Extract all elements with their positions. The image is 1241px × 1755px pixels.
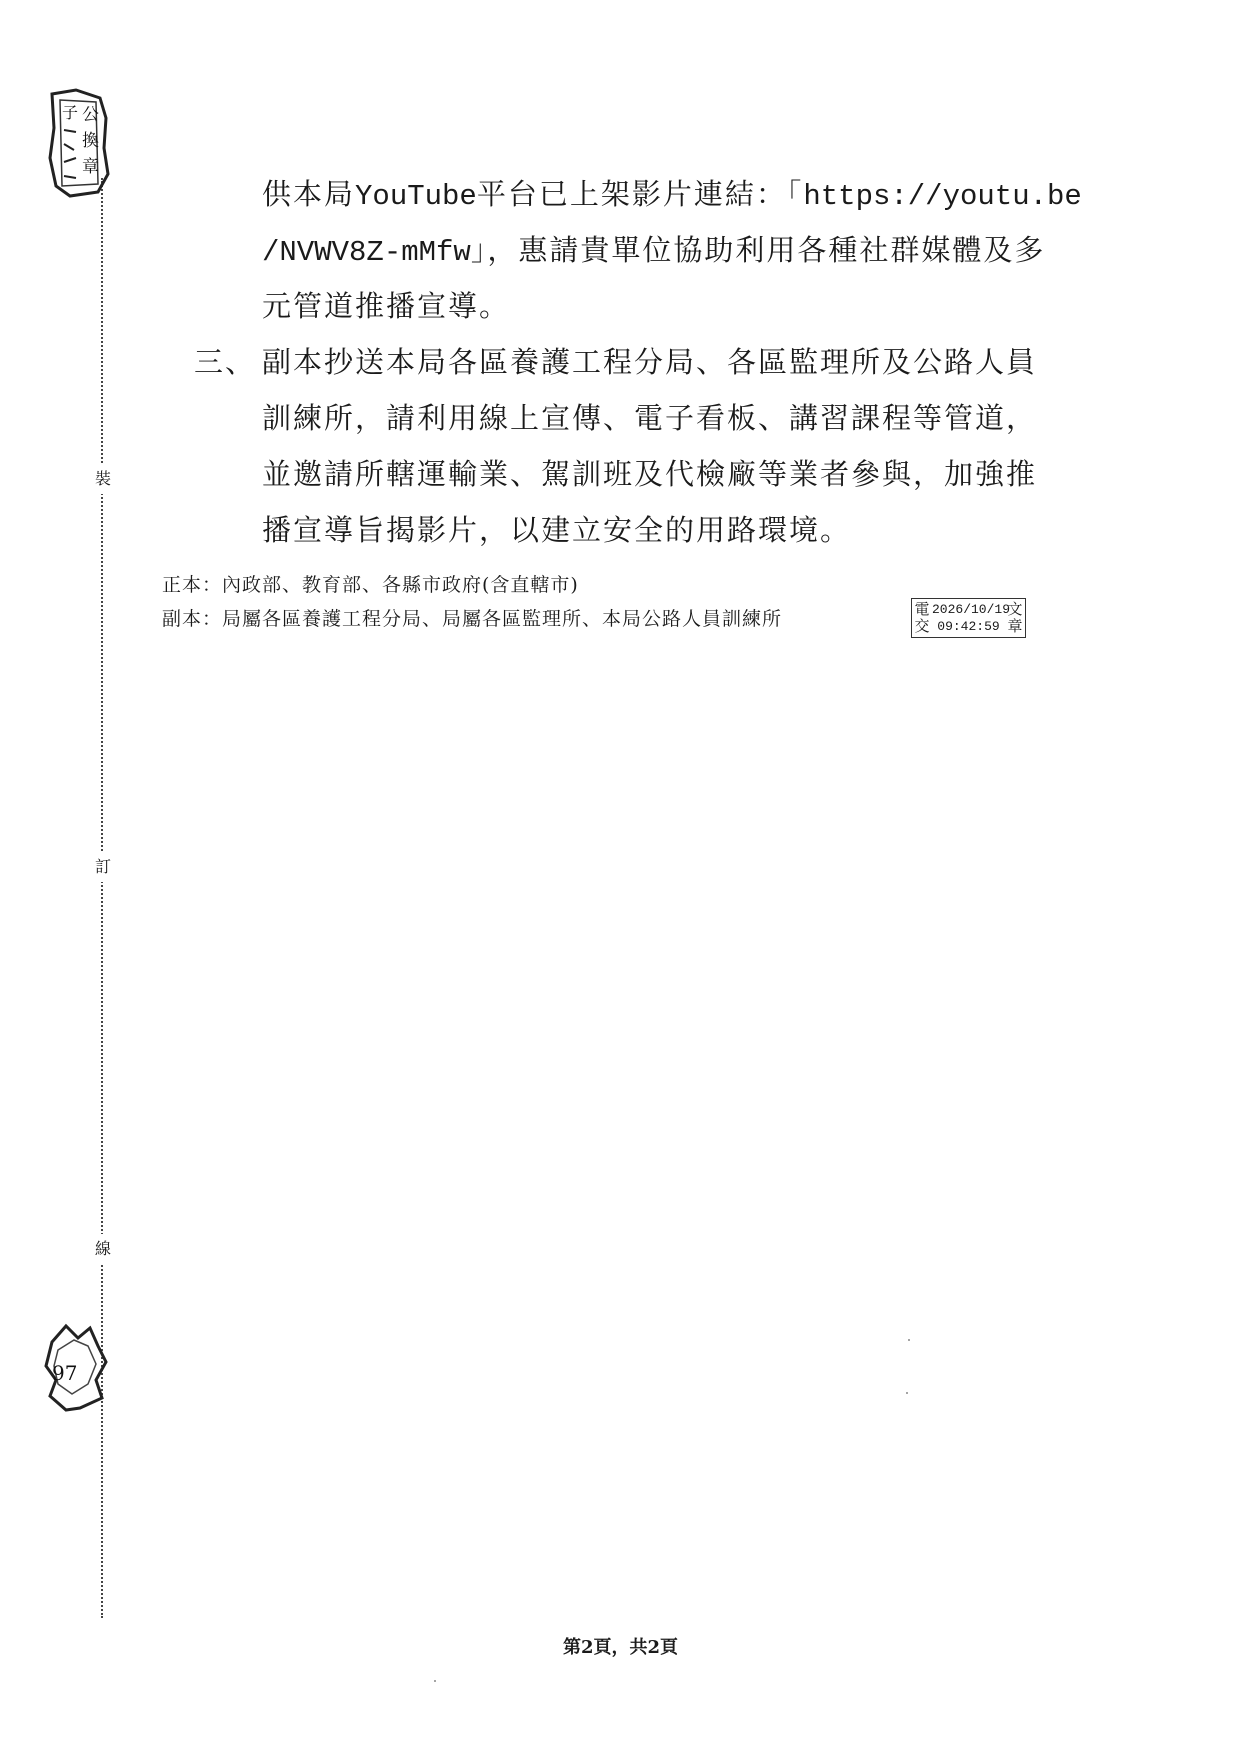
- item-3-line-1: 副本抄送本局各區養護工程分局、各區監理所及公路人員: [262, 345, 1038, 379]
- copy-recipients-line: [162, 604, 782, 631]
- seal-right-top: 文: [1007, 600, 1023, 618]
- binding-char-zhuang: 裝: [92, 464, 114, 494]
- seal-datetime: [932, 601, 1011, 635]
- item-3-marker: 三、: [194, 345, 257, 379]
- electronic-exchange-seal: [911, 598, 1026, 638]
- item-3-line-2: 訓練所，請利用線上宣傳、電子看板、講習課程等管道，: [262, 401, 1038, 435]
- scan-speck: [908, 1339, 910, 1341]
- binding-char-xian: 線: [92, 1234, 114, 1264]
- binding-char-ding: 訂: [92, 852, 114, 882]
- video-url-part-1: https://youtu.be: [803, 180, 1082, 213]
- item-3-line-4: 播宣導旨揭影片，以建立安全的用路環境。: [262, 513, 852, 547]
- seal-char-1: 公: [82, 105, 99, 125]
- video-url-part-2: /NVWV8Z-mMfw: [262, 236, 471, 269]
- seal-left-top: 電: [914, 600, 930, 618]
- youtube-text: YouTube: [355, 180, 477, 213]
- body-line-3: 元管道推播宣導。: [262, 289, 511, 323]
- body-line-1: [262, 172, 1082, 213]
- page-number-seal: [44, 1322, 110, 1414]
- body-line-1-prefix: 供本局: [262, 177, 356, 211]
- copy-label: 副本：: [162, 608, 223, 630]
- scan-speck: [906, 1392, 908, 1394]
- body-line-2: [262, 228, 1045, 269]
- seal-char-2: 換: [82, 131, 99, 151]
- official-seal-stamp: [48, 88, 110, 198]
- original-label: 正本：: [162, 574, 223, 596]
- seal-char-3: 章: [82, 157, 99, 177]
- seal-right-bottom: 章: [1007, 617, 1023, 635]
- seal-left-column: [913, 601, 931, 635]
- seal-stamp-graphic: [48, 88, 110, 198]
- original-recipients-line: [162, 570, 579, 597]
- page-footer: 第2頁，共2頁: [562, 1637, 679, 1658]
- original-recipients: 內政部、教育部、各縣市政府(含直轄市): [222, 574, 579, 596]
- body-line-1-middle: 平台已上架影片連結：「: [476, 177, 804, 211]
- seal-number: 97: [52, 1361, 78, 1385]
- seal-time: 09:42:59: [937, 619, 1000, 634]
- item-3-line-3: 並邀請所轄運輸業、駕訓班及代檢廠等業者參與，加強推: [262, 457, 1038, 491]
- body-line-2-rest: 」，惠請貴單位協助利用各種社群媒體及多: [470, 233, 1046, 267]
- numbered-seal-graphic: [44, 1322, 110, 1414]
- seal-left-bottom: 交: [914, 617, 930, 635]
- seal-right-column: [1006, 601, 1024, 635]
- seal-date: 2026/10/19: [932, 602, 1011, 617]
- scan-speck: [434, 1680, 436, 1682]
- seal-char-4: 子: [62, 103, 79, 122]
- copy-recipients: 局屬各區養護工程分局、局屬各區監理所、本局公路人員訓練所: [222, 608, 783, 630]
